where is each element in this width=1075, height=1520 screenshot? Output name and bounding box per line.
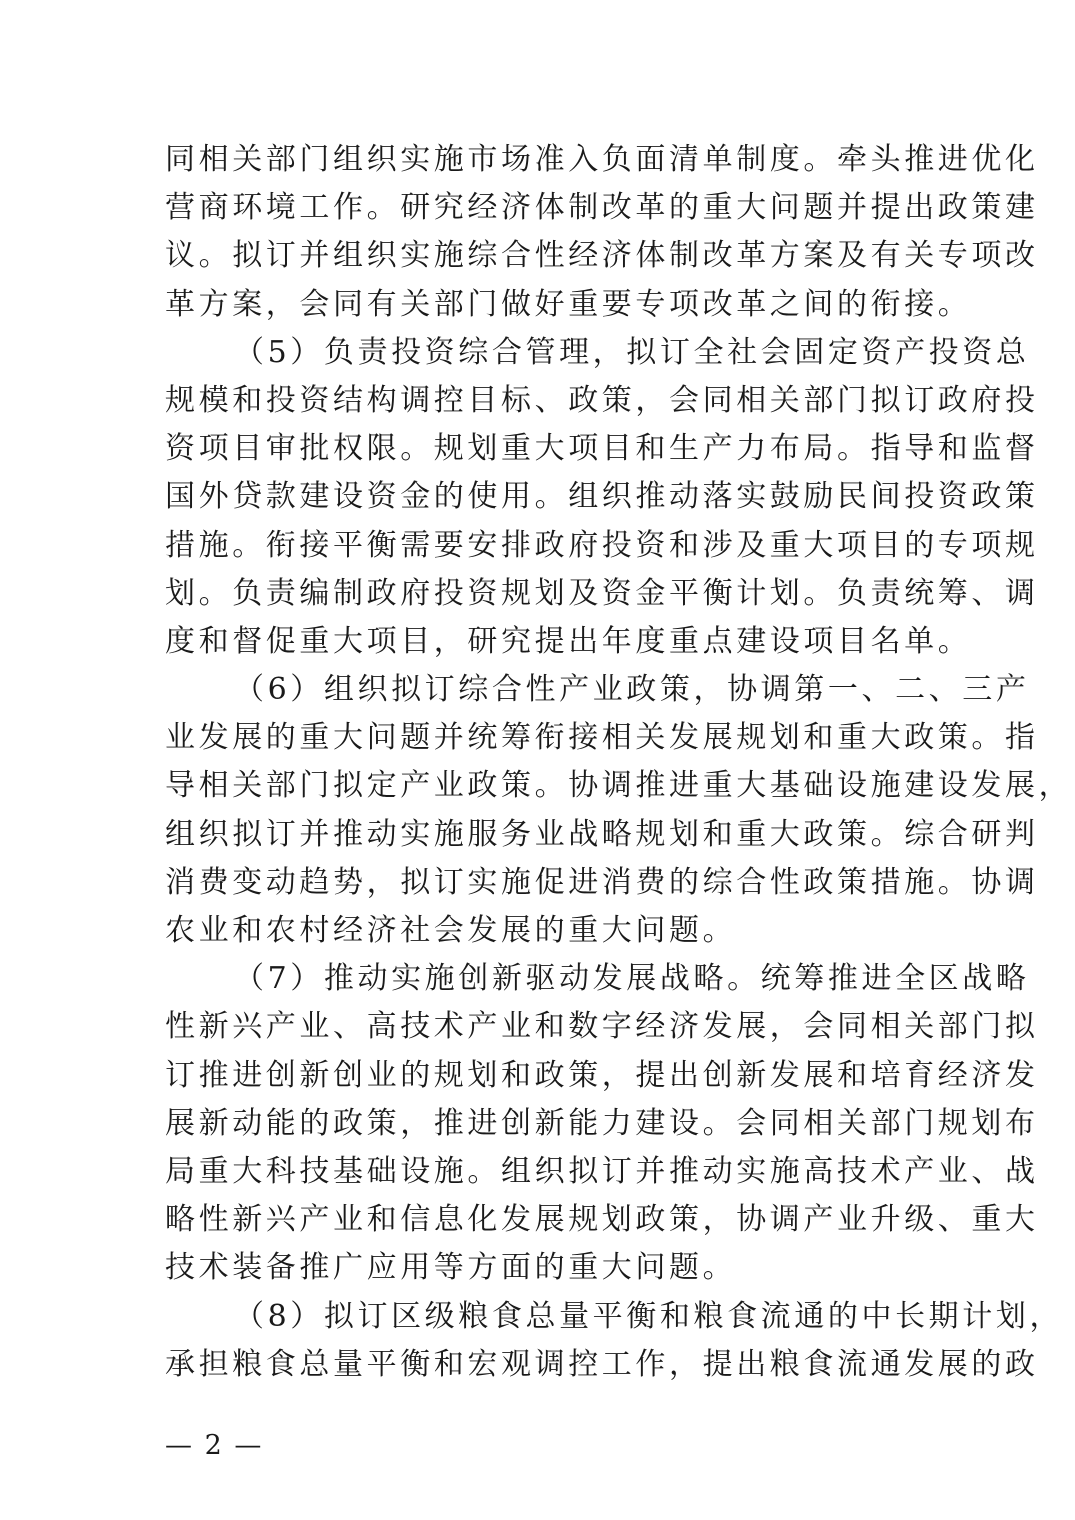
text-line: （6）组织拟订综合性产业政策，协调第一、二、三产 — [234, 672, 1030, 708]
text-line: （5）负责投资综合管理，拟订全社会固定资产投资总 — [234, 334, 1030, 370]
text-line: 议。拟订并组织实施综合性经济体制改革方案及有关专项改 — [165, 238, 1039, 274]
text-line: 局重大科技基础设施。组织拟订并推动实施高技术产业、战 — [165, 1153, 1039, 1189]
text-line: 同相关部门组织实施市场准入负面清单制度。牵头推进优化 — [165, 142, 1039, 177]
paragraph — [165, 136, 1039, 329]
text-line: 承担粮食总量平衡和宏观调控工作，提出粮食流通发展的政 — [165, 1346, 1039, 1382]
page-number: — 2 — — [165, 1430, 264, 1461]
text-line: 消费变动趋势，拟订实施促进消费的综合性政策措施。协调 — [165, 864, 1039, 900]
text-line: 措施。衔接平衡需要安排政府投资和涉及重大项目的专项规 — [165, 527, 1039, 563]
text-line: 性新兴产业、高技术产业和数字经济发展，会同相关部门拟 — [165, 1009, 1039, 1045]
text-line: 展新动能的政策，推进创新能力建设。会同相关部门规划布 — [165, 1105, 1039, 1141]
text-line: （7）推动实施创新驱动发展战略。统筹推进全区战略 — [234, 961, 1030, 997]
text-line: 技术装备推广应用等方面的重大问题。 — [165, 1250, 737, 1286]
document-body — [165, 136, 1073, 1389]
text-line: 划。负责编制政府投资规划及资金平衡计划。负责统筹、调 — [165, 575, 1039, 611]
text-line: 度和督促重大项目，研究提出年度重点建设项目名单。 — [165, 623, 972, 659]
text-line: 业发展的重大问题并统筹衔接相关发展规划和重大政策。指 — [165, 720, 1039, 756]
text-line: 资项目审批权限。规划重大项目和生产力布局。指导和监督 — [165, 431, 1039, 467]
paragraph — [165, 666, 1073, 955]
paragraph — [165, 329, 1039, 666]
text-line: 革方案，会同有关部门做好重要专项改革之间的衔接。 — [165, 286, 972, 322]
text-line: 略性新兴产业和信息化发展规划政策，协调产业升级、重大 — [165, 1202, 1039, 1238]
text-line: 组织拟订并推动实施服务业战略规划和重大政策。综合研判 — [165, 816, 1039, 852]
text-line: 营商环境工作。研究经济体制改革的重大问题并提出政策建 — [165, 190, 1039, 226]
paragraph — [165, 1293, 1064, 1389]
paragraph — [165, 955, 1039, 1292]
text-line: （8）拟订区级粮食总量平衡和粮食流通的中长期计划， — [234, 1298, 1064, 1334]
text-line: 规模和投资结构调控目标、政策，会同相关部门拟订政府投 — [165, 382, 1039, 418]
text-line: 农业和农村经济社会发展的重大问题。 — [165, 913, 737, 948]
text-line: 国外贷款建设资金的使用。组织推动落实鼓励民间投资政策 — [165, 479, 1039, 515]
text-line: 导相关部门拟定产业政策。协调推进重大基础设施建设发展， — [165, 768, 1073, 804]
text-line: 订推进创新创业的规划和政策，提出创新发展和培育经济发 — [165, 1057, 1039, 1093]
